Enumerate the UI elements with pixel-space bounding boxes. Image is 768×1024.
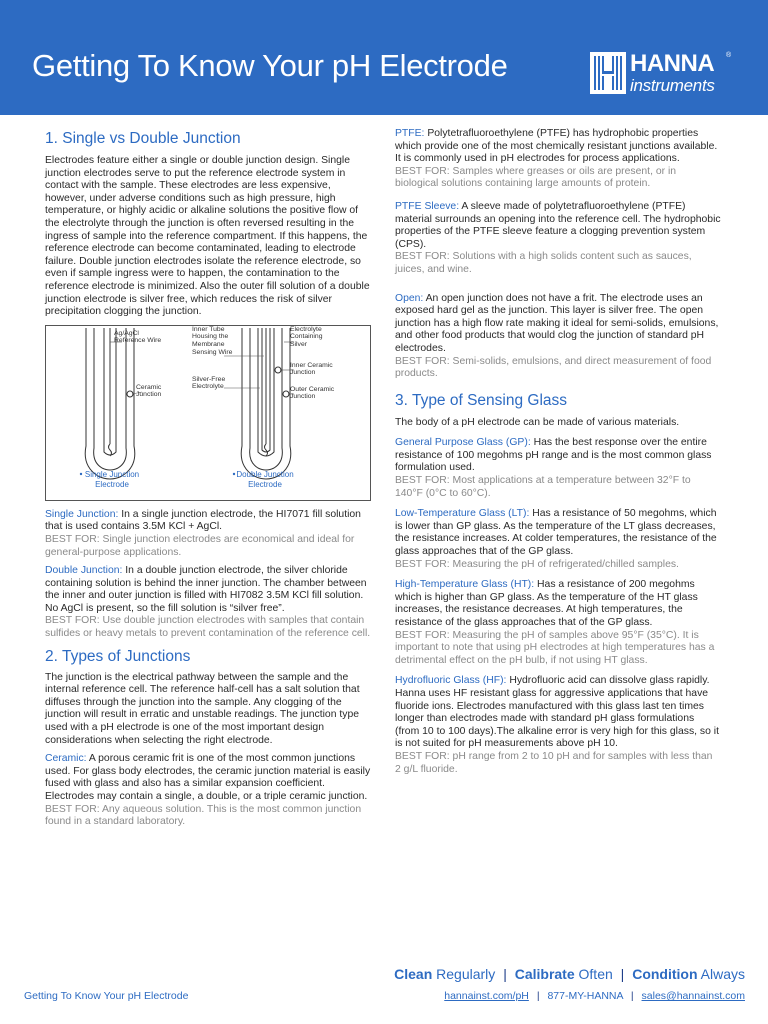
ceramic-best: BEST FOR: Any aqueous solution. This is the most common junction found in a standard laboratory. [45, 803, 362, 828]
section-3-intro: The body of a pH electrode can be made of various materials. [395, 416, 680, 428]
section-2-intro: The junction is the electrical pathway between the sample and the internal reference cell. The reference half-cell has a salt solution that diffuses through the junction into the sample. Any clogging of the junction will result in erratic and unstable readings. The junction type used with a pH electrode is one of the most important design considerations when selecting the right electrode. [45, 671, 360, 746]
logo-registered: ® [726, 52, 732, 59]
open-best: BEST FOR: Semi-solids, emulsions, and direct measurement of food products. [395, 355, 712, 380]
lt-glass-paragraph [395, 508, 721, 558]
ptfe-text: Polytetrafluoroethylene (PTFE) has hydrophobic properties which provide one of the most chemically resistant junctions available. It is commonly used in pH electrodes for process applications. [395, 128, 718, 165]
junction-diagram [45, 325, 371, 501]
tag-always: Always [700, 966, 745, 982]
tagline [394, 966, 745, 982]
open-label: Open: [395, 292, 424, 304]
ptfe-label: PTFE: [395, 128, 425, 139]
ptfe-best: BEST FOR: Samples where greases or oils are present, or in biological solutions containing large amounts of protein. [395, 165, 677, 190]
caption-single-junction: Single Junction Electrode [84, 469, 140, 489]
left-column [45, 125, 375, 835]
ht-glass-paragraph [395, 579, 721, 629]
contact-line [444, 990, 745, 1002]
ceramic-label: Ceramic: [45, 753, 87, 765]
ht-glass-best: BEST FOR: Measuring the pH of samples above 95°F (35°C). It is important to note that using pH electrodes at high temperatures has a detrimental effect on the pH bulb, if not using HT glass. [395, 629, 715, 666]
hf-glass-paragraph [395, 675, 721, 751]
open-text: An open junction does not have a frit. The electrode uses an exposed hard gel as the junction. This layer is silver free. The open junction has a high flow rate making it ideal for semi-solids, emulsions, and other food products that would clog the junction of standard pH electrodes. [395, 292, 719, 354]
page-title: Getting To Know Your pH Electrode [32, 48, 508, 83]
footer-doc-title: Getting To Know Your pH Electrode [24, 990, 189, 1002]
hf-glass-text: Hydrofluoric acid can dissolve glass rapidly. Hanna uses HF resistant glass for aggressive applications that have fluoride ions. Electrodes manufactured with this glass last ten times longer than electrodes made with standard pH glass formulations (from 10 to 100 days).The alkaline error is very high for this glass, so it is not suited for pH measurements above pH 10. [395, 675, 719, 750]
tag-calibrate: Calibrate [514, 966, 575, 982]
contact-separator: | [630, 990, 634, 1002]
label-electrolyte-silver: Electrolyte Containing Silver [290, 325, 323, 348]
label-outer-ceramic: Outer Ceramic Junction [290, 385, 335, 401]
section-1-intro: Electrodes feature either a single or double junction design. Single junction electrodes serve to put the reference electrode system in contact with the sample. These electrodes are less expensive, however, under adverse conditions such as high pressure, high temperature, or highly acidic or alkaline solutions the positive flow of the electrolyte through the junction is often reversed resulting in the ingress of sample into the reference compartment. If this happens, the reference electrode can become contaminated, leading to electrode failure. Double junction electrodes isolate the reference electrode, so even if sample ingress were to happen, the contamination to the reference electrode is minimized. Also the outer fill solution of a double junction electrode is silver free, which reduces the risk of silver precipitation clogging the junction. [45, 155, 370, 318]
single-junction-paragraph [45, 509, 375, 534]
single-junction-text: In a single junction electrode, the HI7071 fill solution that is used contains 3.5M KCl + AgCl. [45, 508, 361, 533]
gp-glass-label: General Purpose Glass (GP): [395, 437, 531, 449]
tag-clean: Clean [394, 966, 433, 982]
logo-mark-icon [590, 52, 626, 94]
tag-condition: Condition [632, 966, 698, 982]
logo-wordmark: HANNA [630, 50, 715, 77]
logo-subtitle: instruments [630, 76, 715, 95]
ptfe-paragraph [395, 128, 721, 166]
ptfe-sleeve-paragraph [395, 201, 721, 251]
contact-separator: | [536, 990, 540, 1002]
hf-glass-label: Hydrofluoric Glass (HF): [395, 675, 507, 687]
gp-glass-best: BEST FOR: Most applications at a temperature between 32°F to 140°F (0°C to 60°C). [395, 475, 691, 499]
section-2-heading: 2. Types of Junctions [45, 647, 191, 665]
double-junction-text: In a double junction electrode, the silver chloride containing solution is behind the inner junction. The chamber between the inner and outer junction is filled with HI7082 3.5M KCl fill solution. No AgCl is present, so the fill solution is “silver free”. [45, 565, 367, 614]
section-1-heading: 1. Single vs Double Junction [45, 130, 241, 147]
section-3-heading: 3. Type of Sensing Glass [395, 391, 568, 409]
right-column [395, 128, 721, 782]
phone-number: 877-MY-HANNA [547, 990, 623, 1002]
ceramic-text: A porous ceramic frit is one of the most common junctions used. For glass body electrodes, the ceramic junction material is easily fused with glass and also has a similar expansion coefficient. Electrodes may contain a single, a double, or a triple ceramic junction. [45, 753, 371, 802]
gp-glass-text: Has the best response over the entire resistance of 100 megohms pH range and is the most common glass formulation used. [395, 437, 712, 474]
label-inner-ceramic: Inner Ceramic Junction [290, 361, 333, 377]
hanna-logo [590, 52, 732, 98]
double-junction-best: BEST FOR: Use double junction electrodes with samples that contain sulfides or heavy metals to prevent contamination of the reference cell. [45, 615, 371, 640]
email-link[interactable]: sales@hannainst.com [641, 990, 745, 1002]
hf-glass-best: BEST FOR: pH range from 2 to 10 pH and for samples with less than 2 g/L fluoride. [395, 750, 713, 775]
double-junction-label: Double Junction: [45, 565, 123, 577]
single-junction-best: BEST FOR: Single junction electrodes are economical and ideal for general-purpose applications. [45, 533, 355, 558]
tag-often: Often [578, 966, 613, 982]
label-inner-tube: Inner Tube Housing the Membrane Sensing Wire [192, 325, 233, 356]
lt-glass-text: Has a resistance of 50 megohms, which is lower than GP glass. As the temperature of the LT glass decreases, the resistance increases. At colder temperatures, the resistance of the glass approaches that of the GP glass. [395, 508, 717, 558]
ptfe-sleeve-text: A sleeve made of polytetrafluoroethylene (PTFE) material surrounds an opening into the reference cell. The hydrophobic properties of the PTFE sleeve feature a clogging prevention system (CPS). [395, 200, 721, 250]
website-link[interactable]: hannainst.com/pH [444, 990, 529, 1002]
caption-double-junction: Double Junction Electrode [236, 469, 294, 489]
tag-separator: | [620, 966, 625, 982]
lt-glass-best: BEST FOR: Measuring the pH of refrigerated/chilled samples. [395, 558, 679, 570]
label-ceramic-junction: Ceramic Junction [136, 383, 162, 399]
header-banner [0, 0, 768, 115]
tag-regularly: Regularly [436, 966, 496, 982]
double-junction-paragraph [45, 565, 375, 615]
ptfe-sleeve-label: PTFE Sleeve: [395, 200, 460, 212]
label-silver-free: Silver-Free Electrolyte [192, 375, 226, 391]
label-agagcl: Ag/AgCl Reference Wire [114, 329, 162, 345]
lt-glass-label: Low-Temperature Glass (LT): [395, 508, 530, 520]
single-junction-label: Single Junction: [45, 508, 119, 520]
ptfe-sleeve-best: BEST FOR: Solutions with a high solids content such as sauces, juices, and wine. [395, 251, 692, 275]
gp-glass-paragraph [395, 437, 721, 475]
open-paragraph [395, 293, 721, 356]
tag-separator: | [503, 966, 507, 982]
ht-glass-label: High-Temperature Glass (HT): [395, 579, 535, 591]
ht-glass-text: Has a resistance of 200 megohms which is higher than GP glass. As the temperature of the HT glass increases, the resistance decreases. At high temperatures, the resistance of the glass approaches that of the GP glass. [395, 579, 698, 628]
ceramic-paragraph [45, 753, 375, 803]
